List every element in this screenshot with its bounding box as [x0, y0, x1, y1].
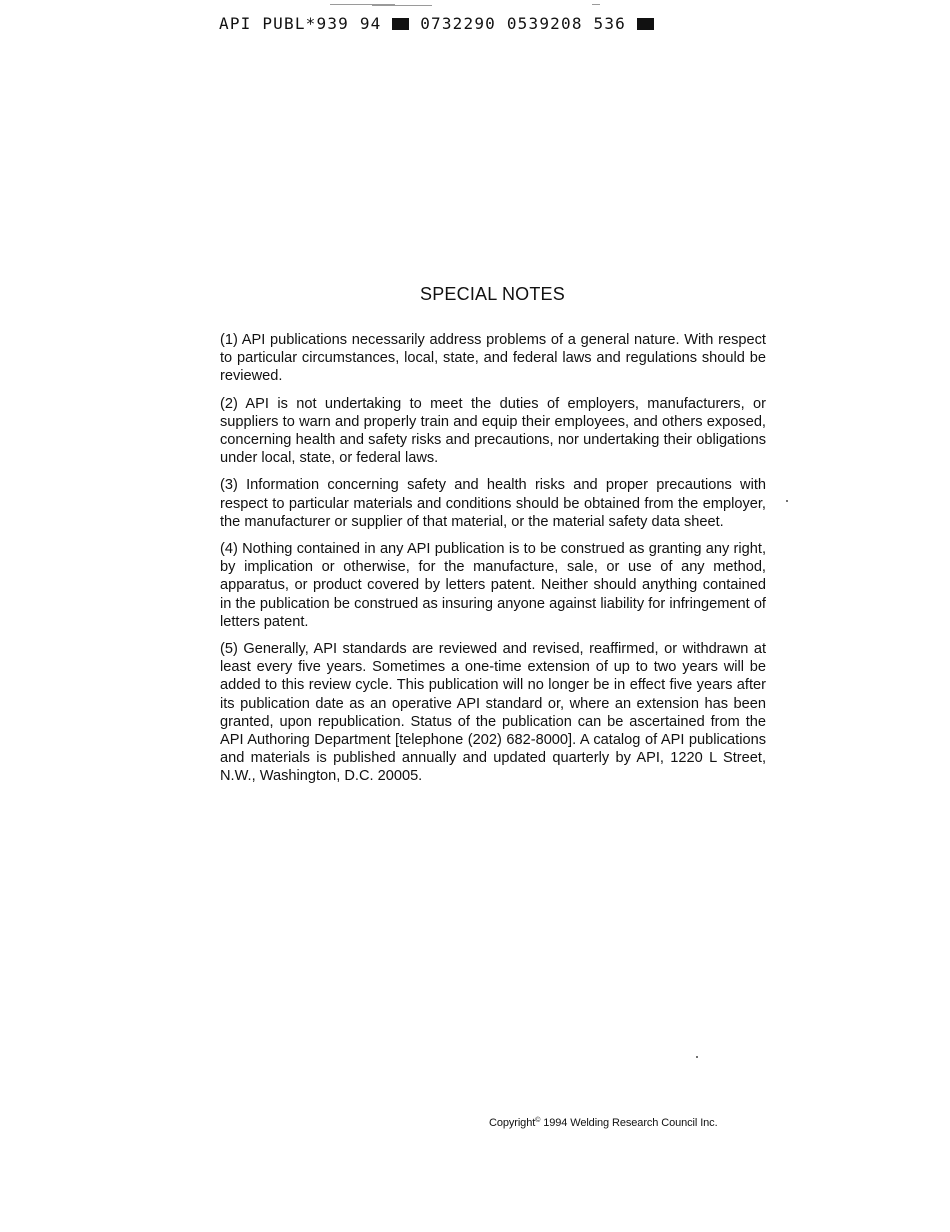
- document-code-part-2: 0732290 0539208 536: [420, 14, 627, 33]
- copyright-notice: [489, 1117, 718, 1129]
- document-code-part-1: API PUBL*939 94: [219, 14, 382, 33]
- page-title: SPECIAL NOTES: [420, 284, 565, 304]
- scan-artifact-lines: [330, 4, 610, 6]
- scan-speck: [696, 1056, 698, 1058]
- note-4: (4) Nothing contained in any API publication is to be construed as granting any right, by implication or otherwise, for the manufacture, sale, or use of any method, apparatus, or product covered by letters patent. Neither should anything contained in the publication be construed as insuring anyone against liability for infringement of letters patent.: [220, 541, 766, 630]
- scan-line: [592, 4, 600, 5]
- black-block-marker: [637, 18, 654, 30]
- copyright-text: 1994 Welding Research Council Inc.: [540, 1117, 718, 1129]
- scan-line: [372, 5, 432, 6]
- notes-list: [220, 331, 766, 795]
- note-1: (1) API publications necessarily address problems of a general nature. With respect to particular circumstances, local, state, and federal laws and regulations should be reviewed.: [220, 332, 766, 385]
- note-5: (5) Generally, API standards are reviewed and revised, reaffirmed, or withdrawn at least every five years. Sometimes a one-time extension of up to two years will be added to this review cycle. This publication will no longer be in effect five years after its publication date as an operative API standard or, where an extension has been granted, upon republication. Status of the publication can be ascertained from the API Authoring Department [telephone (202) 682-8000]. A catalog of API publications and materials is published annually and updated quarterly by API, 1220 L Street, N.W., Washington, D.C. 20005.: [220, 641, 766, 785]
- copyright-symbol: ©: [535, 1117, 541, 1124]
- copyright-prefix: Copyright: [489, 1117, 536, 1129]
- scan-speck: [786, 500, 788, 502]
- black-block-marker: [392, 18, 409, 30]
- document-code-header: [219, 14, 654, 33]
- note-2: (2) API is not undertaking to meet the duties of employers, manufacturers, or suppliers to warn and properly train and equip their employees, and others exposed, concerning health and safety risks and precautions, nor undertaking their obligations under local, state, or federal laws.: [220, 395, 766, 467]
- note-3: (3) Information concerning safety and health risks and proper precautions with respect to particular materials and conditions should be obtained from the employer, the manufacturer or supplier of that material, or the material safety data sheet.: [220, 477, 766, 530]
